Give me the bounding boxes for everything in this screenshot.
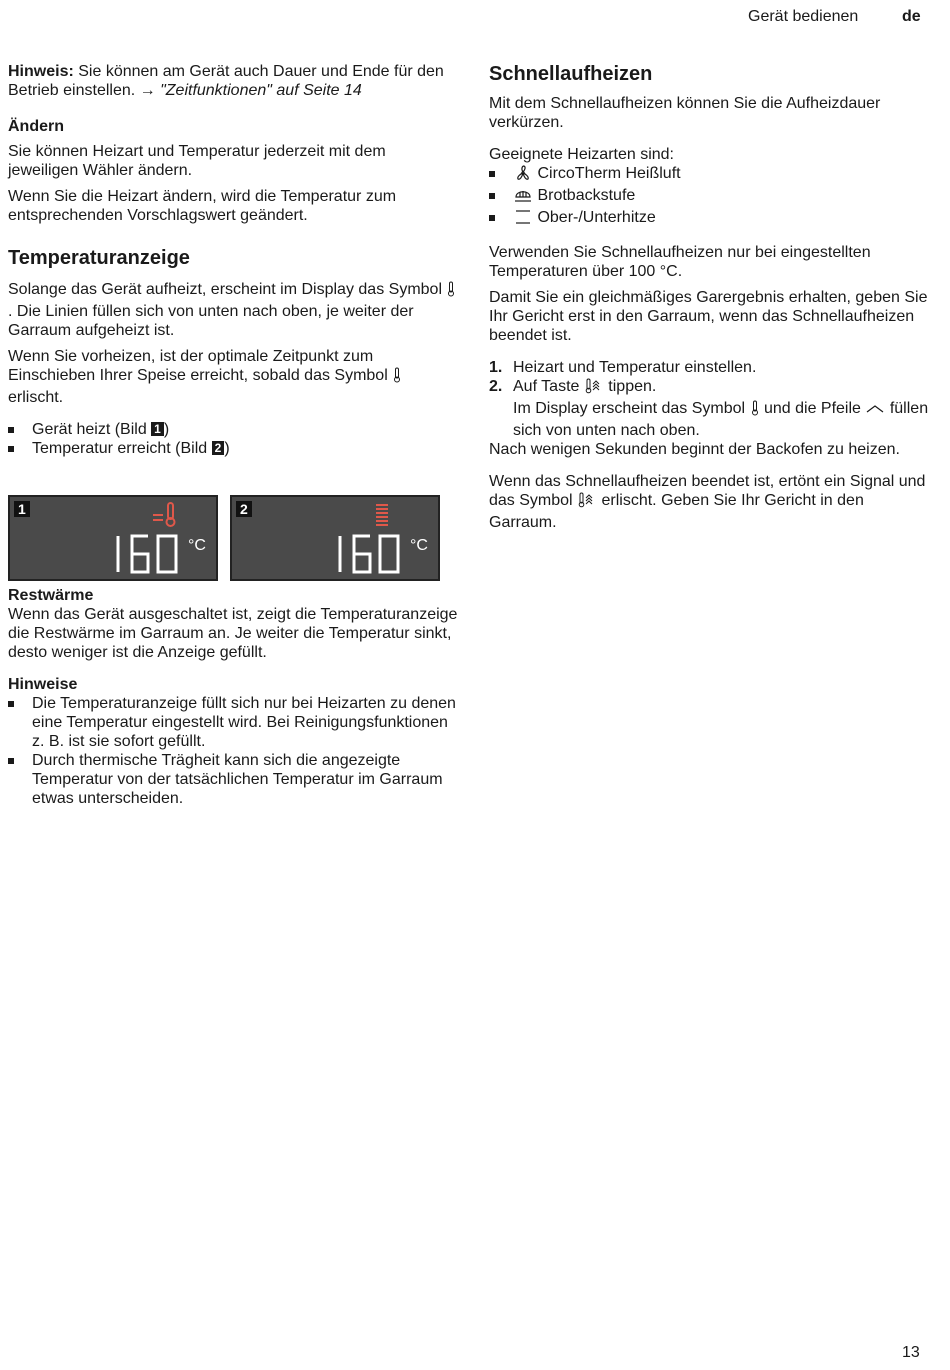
thermometer-icon [392, 367, 402, 388]
quick-heat-paragraph-3: Verwenden Sie Schnellaufheizen nur bei eingestellten Temperaturen über 100 °C. [489, 244, 871, 280]
page-header [748, 8, 921, 26]
figure-badge: 1 [151, 422, 164, 436]
temp-p2-start: Wenn Sie vorheizen, ist der optimale Zeitpunkt zum Einschieben Ihrer Speise erreicht, sobald das Symbol [8, 348, 393, 384]
step-sub-start: Im Display erscheint das Symbol [513, 400, 750, 417]
section-title: Gerät bedienen [748, 8, 859, 25]
heating-modes-list [489, 164, 929, 230]
quick-heat-intro: Mit dem Schnellaufheizen können Sie die Aufheizdauer verkürzen. [489, 95, 881, 131]
step-sub-middle: und die Pfeile [759, 400, 866, 417]
bread-icon [513, 187, 533, 208]
heat-level-bars-icon [372, 501, 402, 529]
suitable-modes-label: Geeignete Heizarten sind: [489, 146, 674, 163]
list-item [489, 208, 929, 230]
temp-p2-end: erlischt. [8, 389, 64, 406]
step-text-start: Auf Taste [513, 378, 584, 395]
quick-heat-symbol-icon [577, 492, 597, 513]
figure-number: 1 [14, 501, 30, 517]
temperature-digits [332, 533, 408, 575]
quick-heat-heading: Schnellaufheizen [489, 63, 653, 85]
step-sub-end: füllen sich von unten nach oben. [513, 400, 929, 439]
top-bottom-heat-icon [513, 209, 533, 230]
temp-p1-end: . Die Linien füllen sich von unten nach oben, je weiter der Garraum aufgeheizt ist. [8, 303, 414, 339]
temp-paragraph-1 [8, 280, 458, 340]
steps-list [489, 358, 929, 440]
fan-icon [513, 165, 533, 186]
quick-heat-paragraph-6 [489, 472, 929, 532]
p6-end: erlischt. Geben Sie Ihr Gericht in den Garraum. [489, 492, 864, 531]
change-heading: Ändern [8, 118, 64, 135]
temp-paragraph-2 [8, 347, 458, 407]
mode-top-bottom-heat: Ober-/Unterhitze [537, 209, 656, 226]
bullet1-end: ) [163, 421, 170, 438]
quick-heat-paragraph-5: Nach wenigen Sekunden beginnt der Backofen zu heizen. [489, 441, 900, 458]
note-label: Hinweis: [8, 63, 74, 80]
bullet2-end: ) [224, 440, 230, 457]
lower-left-section [8, 586, 458, 815]
figure-badge: 2 [212, 441, 225, 455]
thermometer-icon [750, 400, 760, 421]
notes-heading: Hinweise [8, 676, 78, 693]
note-paragraph [8, 62, 458, 100]
right-column [489, 62, 929, 539]
left-column [8, 62, 458, 465]
step-item [489, 377, 929, 440]
page-number: 13 [902, 1344, 920, 1361]
list-item [8, 420, 458, 439]
display-figure-1 [8, 495, 218, 581]
temperature-display-heading: Temperaturanzeige [8, 247, 190, 269]
language-code: de [902, 8, 921, 25]
list-item [489, 186, 929, 208]
residual-heat-paragraph: Wenn das Gerät ausgeschaltet ist, zeigt die Temperaturanzeige die Restwärme im Garraum an. Je weiter die Temperatur sinkt, desto weniger ist die Anzeige gefüllt. [8, 606, 458, 661]
bullet1-text: Gerät heizt (Bild [32, 421, 152, 438]
note-text: Sie können am Gerät auch Dauer und Ende für den Betrieb einstellen. [8, 63, 444, 99]
display-figure-2 [230, 495, 440, 581]
mode-circotherm: CircoTherm Heißluft [537, 165, 681, 182]
change-paragraph-2: Wenn Sie die Heizart ändern, wird die Temperatur zum entsprechenden Vorschlagswert geändert. [8, 188, 397, 224]
list-item: Die Temperaturanzeige füllt sich nur bei Heizarten zu denen eine Temperatur eingestellt wird. Bei Reinigungsfunktionen z. B. ist sie sofort gefüllt. [8, 694, 458, 751]
temp-p1-start: Solange das Gerät aufheizt, erscheint im Display das Symbol [8, 281, 447, 298]
change-paragraph-1: Sie können Heizart und Temperatur jederzeit mit dem jeweiligen Wähler ändern. [8, 143, 386, 179]
step-text: Heizart und Temperatur einstellen. [513, 359, 757, 376]
step-sub-text [513, 399, 929, 440]
mode-bread-baking: Brotbackstufe [537, 187, 636, 204]
bullet2-text: Temperatur erreicht (Bild [32, 440, 212, 457]
list-item: Durch thermische Trägheit kann sich die angezeigte Temperatur von der tatsächlichen Temperatur im Garraum etwas unterscheiden. [8, 751, 458, 808]
list-item [8, 439, 458, 458]
temperature-unit: °C [410, 537, 428, 554]
step-number: 2. [489, 378, 503, 395]
notes-list [8, 694, 458, 808]
quick-heat-paragraph-4: Damit Sie ein gleichmäßiges Garergebnis erhalten, geben Sie Ihr Gericht erst in den Garraum, wenn das Schnellaufheizen beendet ist. [489, 289, 928, 344]
display-illustrations [8, 495, 442, 581]
arrow-up-icon [865, 402, 885, 421]
temperature-digits [110, 533, 186, 575]
list-item [489, 164, 929, 186]
quick-heat-key-icon [584, 378, 604, 399]
p6-start: Wenn das Schnellaufheizen beendet ist, ertönt ein Signal und das Symbol [489, 473, 926, 509]
step-text-end: tippen. [603, 378, 657, 395]
temperature-unit: °C [188, 537, 206, 554]
thermometer-icon [446, 281, 456, 302]
residual-heat-heading: Restwärme [8, 587, 94, 604]
note-reference-link[interactable]: "Zeitfunktionen" auf Seite 14 [155, 82, 362, 99]
figure-number: 2 [236, 501, 252, 517]
heating-state-list [8, 420, 458, 458]
step-number: 1. [489, 359, 503, 376]
arrow-icon: → [139, 82, 156, 99]
heating-indicator-icon [150, 501, 180, 529]
step-item [489, 358, 929, 377]
